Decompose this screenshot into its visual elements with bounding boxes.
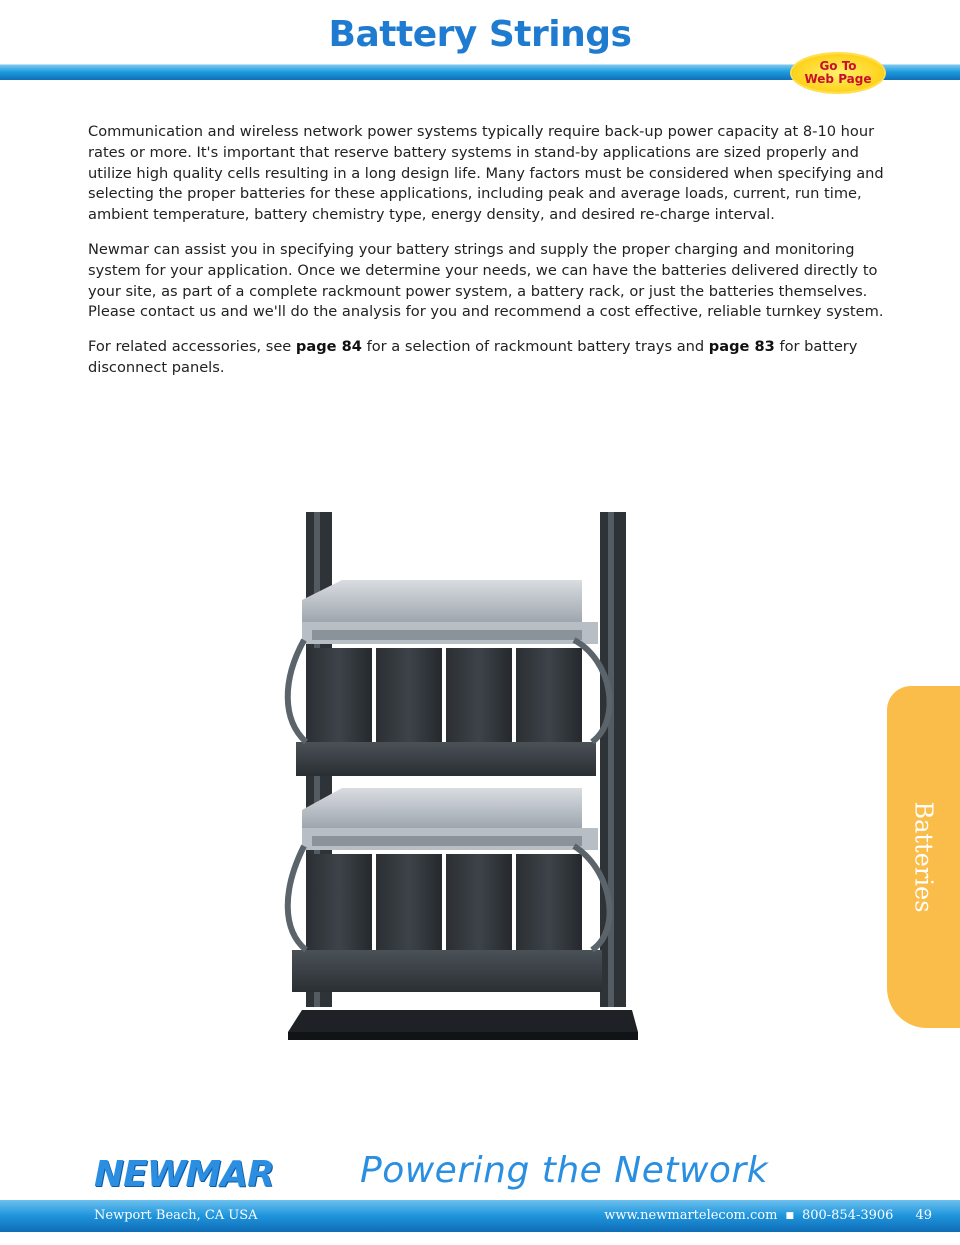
web-page-label: Web Page (804, 72, 872, 86)
footer-website-link[interactable]: www.newmartelecom.com (604, 1208, 778, 1223)
page-84-link[interactable]: page 84 (295, 338, 362, 356)
section-tab-label: Batteries (909, 801, 938, 913)
accessories-text-3: for battery disconnect panels. (88, 338, 858, 376)
battery-rack-image (282, 510, 642, 1045)
paragraph-intro: Communication and wireless network power systems typically require back-up power capacity at 8-10 hour rates or more. It's important that reserve battery systems in stand-by applications are sized properly and utilize high quality cells resulting in a long design life. Many factors must be considered when specifying and selecting the proper batteries for these applications, including peak and average loads, current, run time, ambient temperature, battery chemistry type, energy density, and desired re-charge interval. (88, 123, 884, 224)
section-tab-label-wrap (887, 686, 960, 1028)
lower-tier (288, 788, 610, 992)
tagline: Powering the Network (360, 1150, 769, 1191)
paragraph-newmar: Newmar can assist you in specifying your battery strings and supply the proper charging and monitoring system for your application. Once we determine your needs, we can have the batteries delivered directly to your site, as part of a complete rackmount power system, a battery rack, or just the batteries themselves. Please contact us and we'll do the analysis for you and recommend a cost effective, reliable turnkey system. (88, 240, 884, 321)
page-title: Battery Strings (328, 14, 632, 55)
body-text (88, 122, 888, 393)
paragraph-accessories (88, 337, 888, 379)
footer-contact (604, 1208, 932, 1223)
page-83-link[interactable]: page 83 (708, 338, 775, 356)
upper-tier (288, 580, 610, 776)
footer-separator: ■ (785, 1210, 794, 1221)
go-to-web-page-button[interactable] (792, 54, 884, 92)
page-number: 49 (915, 1208, 932, 1223)
newmar-logo: NEWMAR (94, 1154, 274, 1195)
footer-phone: 800-854-3906 (801, 1208, 894, 1223)
accessories-text-2: for a selection of rackmount battery trays and (361, 338, 709, 356)
footer-location: Newport Beach, CA USA (94, 1208, 258, 1223)
go-to-label: Go To (819, 59, 857, 73)
accessories-text-1: For related accessories, see (88, 338, 296, 356)
